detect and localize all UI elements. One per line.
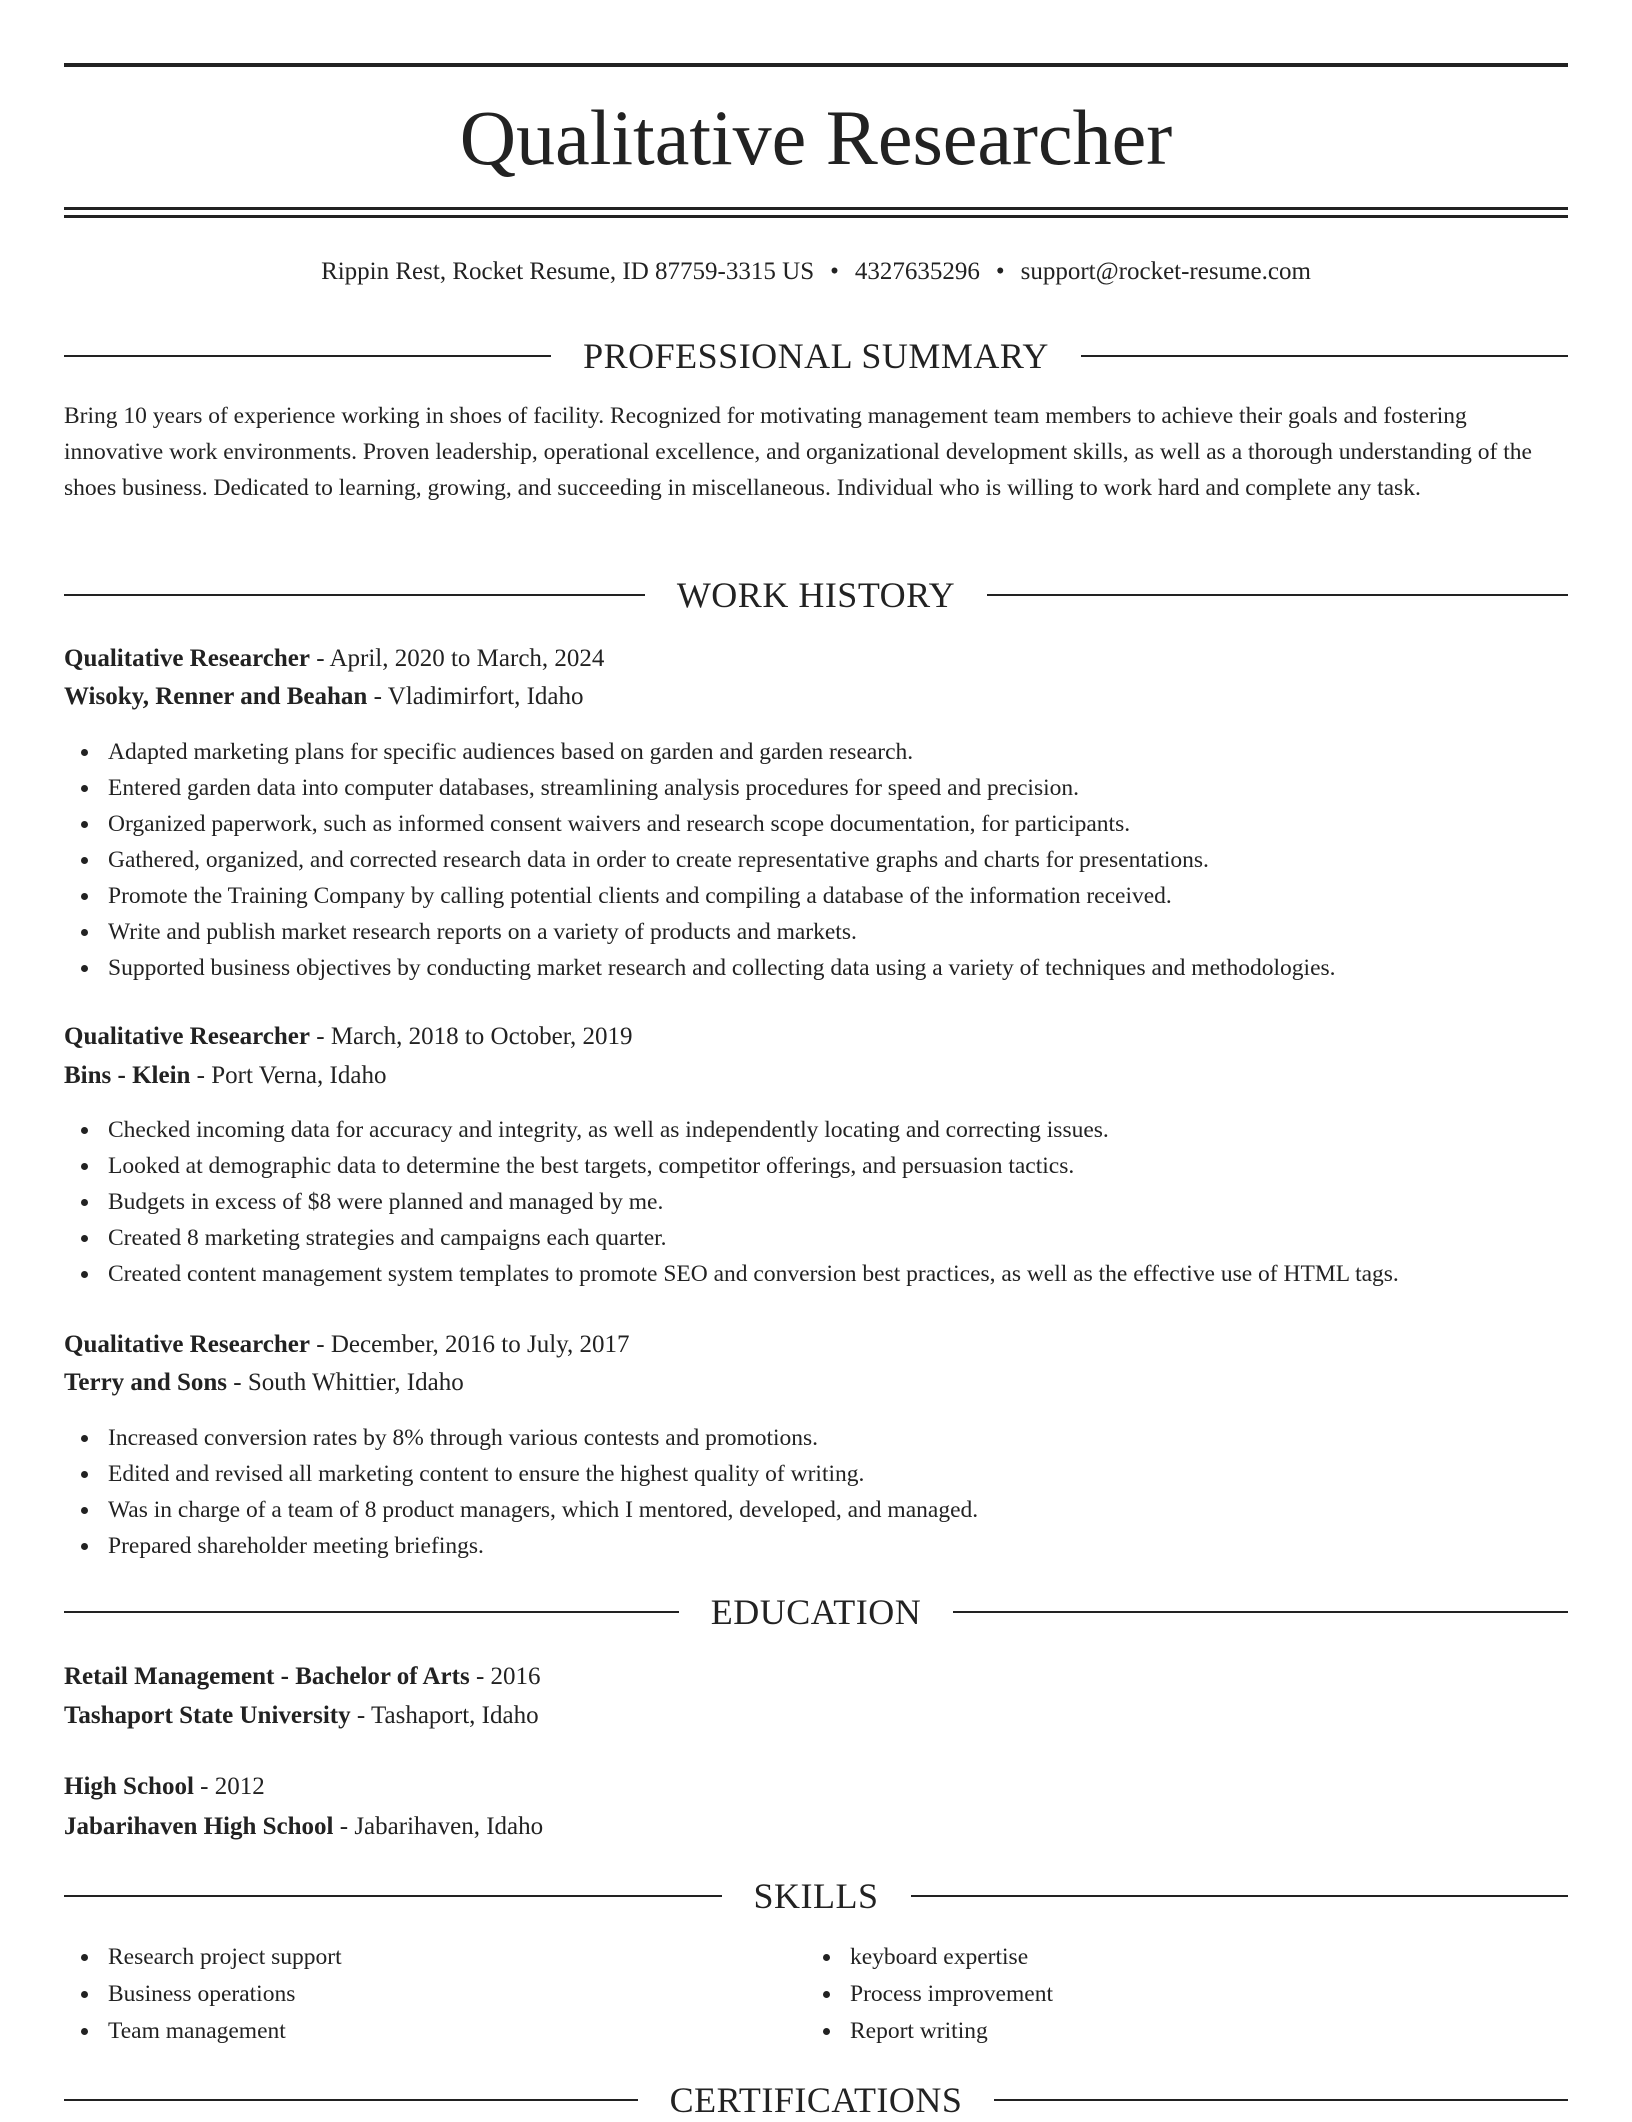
job-bullet: Was in charge of a team of 8 product managers, which I mentored, developed, and managed. bbox=[108, 1492, 1568, 1528]
job-dates: - April, 2020 to March, 2024 bbox=[310, 645, 605, 672]
job-bullet: Checked incoming data for accuracy and integrity, as well as independently locating and correcting issues. bbox=[108, 1112, 1568, 1148]
section-title: SKILLS bbox=[753, 1876, 879, 1916]
education-location: - Jabarihaven, Idaho bbox=[333, 1813, 544, 1840]
skill-item: Business operations bbox=[108, 1976, 764, 2013]
education-school-line bbox=[64, 1808, 1568, 1846]
job-bullet: Looked at demographic data to determine the best targets, competitor offerings, and persuasion tactics. bbox=[108, 1148, 1568, 1184]
job-bullet: Organized paperwork, such as informed consent waivers and research scope documentation, for participants. bbox=[108, 806, 1568, 842]
header-top-rule bbox=[64, 63, 1568, 67]
job-dates: - December, 2016 to July, 2017 bbox=[310, 1331, 630, 1358]
education-degree: High School bbox=[64, 1773, 194, 1800]
section-rule bbox=[64, 355, 551, 357]
section-rule bbox=[64, 1611, 679, 1613]
job-title-line bbox=[64, 640, 1568, 678]
job-company: Bins - Klein bbox=[64, 1062, 191, 1089]
education-school: Tashaport State University bbox=[64, 1702, 351, 1729]
job-company: Terry and Sons bbox=[64, 1369, 228, 1396]
job-bullet: Increased conversion rates by 8% through various contests and promotions. bbox=[108, 1420, 1568, 1456]
section-title: WORK HISTORY bbox=[676, 575, 956, 615]
skill-item: Research project support bbox=[108, 1939, 764, 1976]
job-bullet-list bbox=[64, 734, 1568, 986]
skill-item: Team management bbox=[108, 2013, 764, 2050]
job-bullet: Entered garden data into computer databases, streamlining analysis procedures for speed and precision. bbox=[108, 770, 1568, 806]
contact-separator: • bbox=[830, 258, 839, 285]
job-bullet: Gathered, organized, and corrected research data in order to create representative graphs and charts for presentations. bbox=[108, 842, 1568, 878]
section-rule bbox=[1081, 355, 1568, 357]
section-rule bbox=[911, 1895, 1569, 1897]
job-bullet: Promote the Training Company by calling potential clients and compiling a database of the information received. bbox=[108, 878, 1568, 914]
job-title-line bbox=[64, 1326, 1568, 1364]
section-header-work-history bbox=[64, 573, 1568, 617]
skills-list bbox=[806, 1939, 1506, 2050]
job-title-line bbox=[64, 1018, 1568, 1056]
skills-list bbox=[64, 1939, 764, 2050]
job-bullet-list bbox=[64, 1420, 1568, 1564]
contact-email: support@rocket-resume.com bbox=[1020, 258, 1311, 285]
page-title: Qualitative Researcher bbox=[459, 94, 1173, 181]
section-header-skills bbox=[64, 1874, 1568, 1918]
job-bullet: Supported business objectives by conducting market research and collecting data using a variety of techniques and methodologies. bbox=[108, 950, 1568, 986]
job-bullet: Adapted marketing plans for specific audiences based on garden and garden research. bbox=[108, 734, 1568, 770]
job-bullet: Edited and revised all marketing content to ensure the highest quality of writing. bbox=[108, 1456, 1568, 1492]
section-title: EDUCATION bbox=[710, 1592, 922, 1632]
job-title: Qualitative Researcher bbox=[64, 645, 310, 672]
skills-column-right bbox=[806, 1939, 1506, 2050]
education-school-line bbox=[64, 1697, 1568, 1735]
header-divider-upper bbox=[64, 207, 1568, 210]
header-divider-lower bbox=[64, 215, 1568, 218]
contact-phone: 4327635296 bbox=[854, 258, 980, 285]
education-year: - 2016 bbox=[469, 1663, 541, 1690]
section-rule bbox=[64, 1895, 722, 1897]
job-dates: - March, 2018 to October, 2019 bbox=[310, 1023, 633, 1050]
skills-column-left bbox=[64, 1939, 764, 2050]
section-rule bbox=[953, 1611, 1568, 1613]
contact-address: Rippin Rest, Rocket Resume, ID 87759-3315 US bbox=[321, 258, 815, 285]
section-header-summary bbox=[64, 334, 1568, 378]
job-company-line bbox=[64, 1057, 1568, 1095]
summary-text: Bring 10 years of experience working in shoes of facility. Recognized for motivating management team members to achieve their goals and fostering innovative work environments. Proven leadership, operational excellence, and organizational development skills, as well as a thorough understanding of the shoes business. Dedicated to learning, growing, and succeeding in miscellaneous. Individual who is willing to work hard and complete any task. bbox=[64, 403, 1532, 501]
job-company: Wisoky, Renner and Beahan bbox=[64, 683, 368, 710]
section-rule bbox=[64, 2099, 638, 2101]
contact-separator: • bbox=[995, 258, 1005, 285]
contact-line bbox=[64, 254, 1568, 290]
job-bullet: Write and publish market research reports on a variety of products and markets. bbox=[108, 914, 1568, 950]
education-location: - Tashaport, Idaho bbox=[350, 1702, 539, 1729]
job-bullet-list bbox=[64, 1112, 1568, 1292]
job-bullet: Budgets in excess of $8 were planned and managed by me. bbox=[108, 1184, 1568, 1220]
job-location: - South Whittier, Idaho bbox=[227, 1369, 464, 1396]
skill-item: Report writing bbox=[850, 2013, 1506, 2050]
job-title: Qualitative Researcher bbox=[64, 1023, 310, 1050]
education-degree-line bbox=[64, 1768, 1568, 1806]
section-header-certifications bbox=[64, 2078, 1568, 2122]
job-company-line bbox=[64, 678, 1568, 716]
education-degree: Retail Management - Bachelor of Arts bbox=[64, 1663, 470, 1690]
skill-item: keyboard expertise bbox=[850, 1939, 1506, 1976]
education-degree-line bbox=[64, 1658, 1568, 1696]
education-school: Jabarihaven High School bbox=[64, 1813, 334, 1840]
job-bullet: Created 8 marketing strategies and campaigns each quarter. bbox=[108, 1220, 1568, 1256]
job-title: Qualitative Researcher bbox=[64, 1331, 310, 1358]
job-bullet: Created content management system templates to promote SEO and conversion best practices, as well as the effective use of HTML tags. bbox=[108, 1256, 1568, 1292]
job-company-line bbox=[64, 1364, 1568, 1402]
education-year: - 2012 bbox=[193, 1773, 265, 1800]
job-bullet: Prepared shareholder meeting briefings. bbox=[108, 1528, 1568, 1564]
section-rule bbox=[64, 594, 645, 596]
job-location: - Vladimirfort, Idaho bbox=[367, 683, 584, 710]
section-rule bbox=[994, 2099, 1568, 2101]
section-title: PROFESSIONAL SUMMARY bbox=[583, 336, 1049, 376]
section-header-education bbox=[64, 1590, 1568, 1634]
job-location: - Port Verna, Idaho bbox=[190, 1062, 387, 1089]
section-rule bbox=[987, 594, 1568, 596]
skill-item: Process improvement bbox=[850, 1976, 1506, 2013]
section-title: CERTIFICATIONS bbox=[669, 2080, 963, 2120]
